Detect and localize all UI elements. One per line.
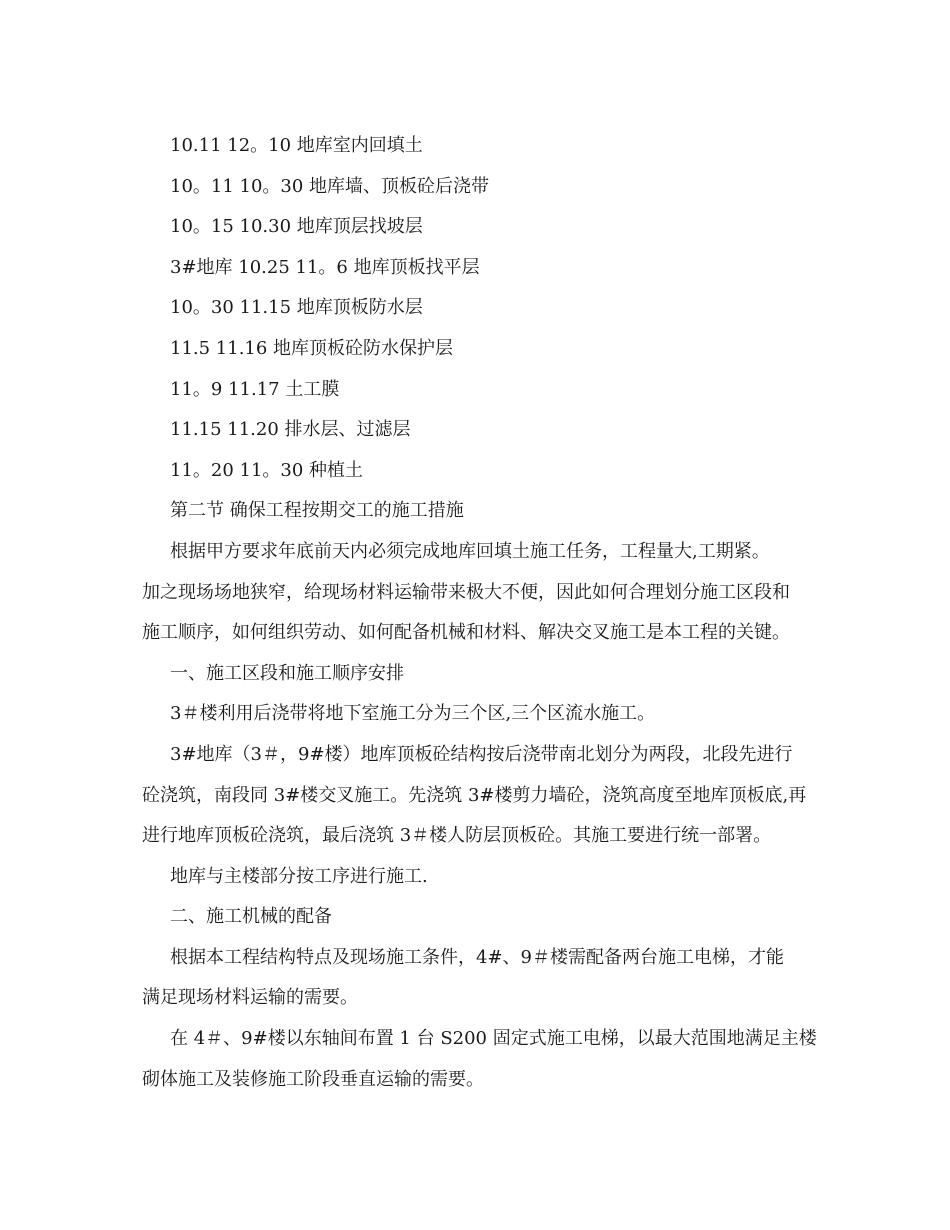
paragraph-line: 砼浇筑，南段同 3#楼交叉施工。先浇筑 3#楼剪力墙砼，浇筑高度至地库顶板底,再 — [142, 784, 807, 806]
section-title: 第二节 确保工程按期交工的施工措施 — [170, 500, 464, 522]
schedule-item: 10。15 10.30 地库顶层找坡层 — [170, 216, 423, 238]
sub1-paragraph-1 — [142, 694, 810, 735]
sub1-paragraph-2 — [142, 735, 810, 857]
paragraph-line: 满足现场材料运输的需要。 — [142, 987, 358, 1009]
subsection-title-2: 二、施工机械的配备 — [170, 906, 332, 928]
sub1-paragraph-3 — [142, 857, 810, 898]
sub2-paragraph-1 — [142, 938, 810, 1019]
subsection-title-1: 一、施工区段和施工顺序安排 — [170, 662, 404, 684]
schedule-list — [142, 126, 810, 491]
schedule-item: 11。20 11。30 种植土 — [170, 459, 364, 481]
schedule-item: 3#地库 10.25 11。6 地库顶板找平层 — [170, 256, 480, 278]
schedule-item: 11.15 11.20 排水层、过滤层 — [170, 419, 411, 441]
paragraph-line: 3＃楼利用后浇带将地下室施工分为三个区,三个区流水施工。 — [170, 703, 656, 725]
schedule-item: 10。30 11.15 地库顶板防水层 — [170, 297, 423, 319]
paragraph-line: 根据甲方要求年底前天内必须完成地库回填土施工任务，工程量大,工期紧。 — [170, 540, 770, 562]
schedule-item: 11。9 11.17 土工膜 — [170, 378, 340, 400]
schedule-item: 11.5 11.16 地库顶板砼防水保护层 — [170, 337, 454, 359]
paragraph-line: 砌体施工及装修施工阶段垂直运输的需要。 — [142, 1068, 484, 1090]
schedule-item: 10。11 10。30 地库墙、顶板砼后浇带 — [170, 175, 490, 197]
sub2-paragraph-2 — [142, 1019, 817, 1100]
paragraph-line: 地库与主楼部分按工序进行施工. — [170, 865, 428, 887]
paragraph-line: 3#地库（3＃，9#楼）地库顶板砼结构按后浇带南北划分为两段，北段先进行 — [170, 743, 793, 765]
paragraph-line: 施工顺序，如何组织劳动、如何配备机械和材料、解决交叉施工是本工程的关键。 — [142, 622, 790, 644]
intro-paragraph — [142, 532, 810, 654]
paragraph-line: 根据本工程结构特点及现场施工条件，4#、9＃楼需配备两台施工电梯，才能 — [170, 946, 784, 968]
paragraph-line: 加之现场场地狭窄，给现场材料运输带来极大不便，因此如何合理划分施工区段和 — [142, 581, 790, 603]
schedule-item: 10.11 12。10 地库室内回填土 — [170, 135, 423, 156]
paragraph-line: 在 4＃、9#楼以东轴间布置 1 台 S200 固定式施工电梯，以最大范围地满足主楼 — [170, 1028, 817, 1050]
document-body — [142, 126, 817, 1100]
paragraph-line: 进行地库顶板砼浇筑，最后浇筑 3＃楼人防层顶板砼。其施工要进行统一部署。 — [142, 825, 772, 847]
